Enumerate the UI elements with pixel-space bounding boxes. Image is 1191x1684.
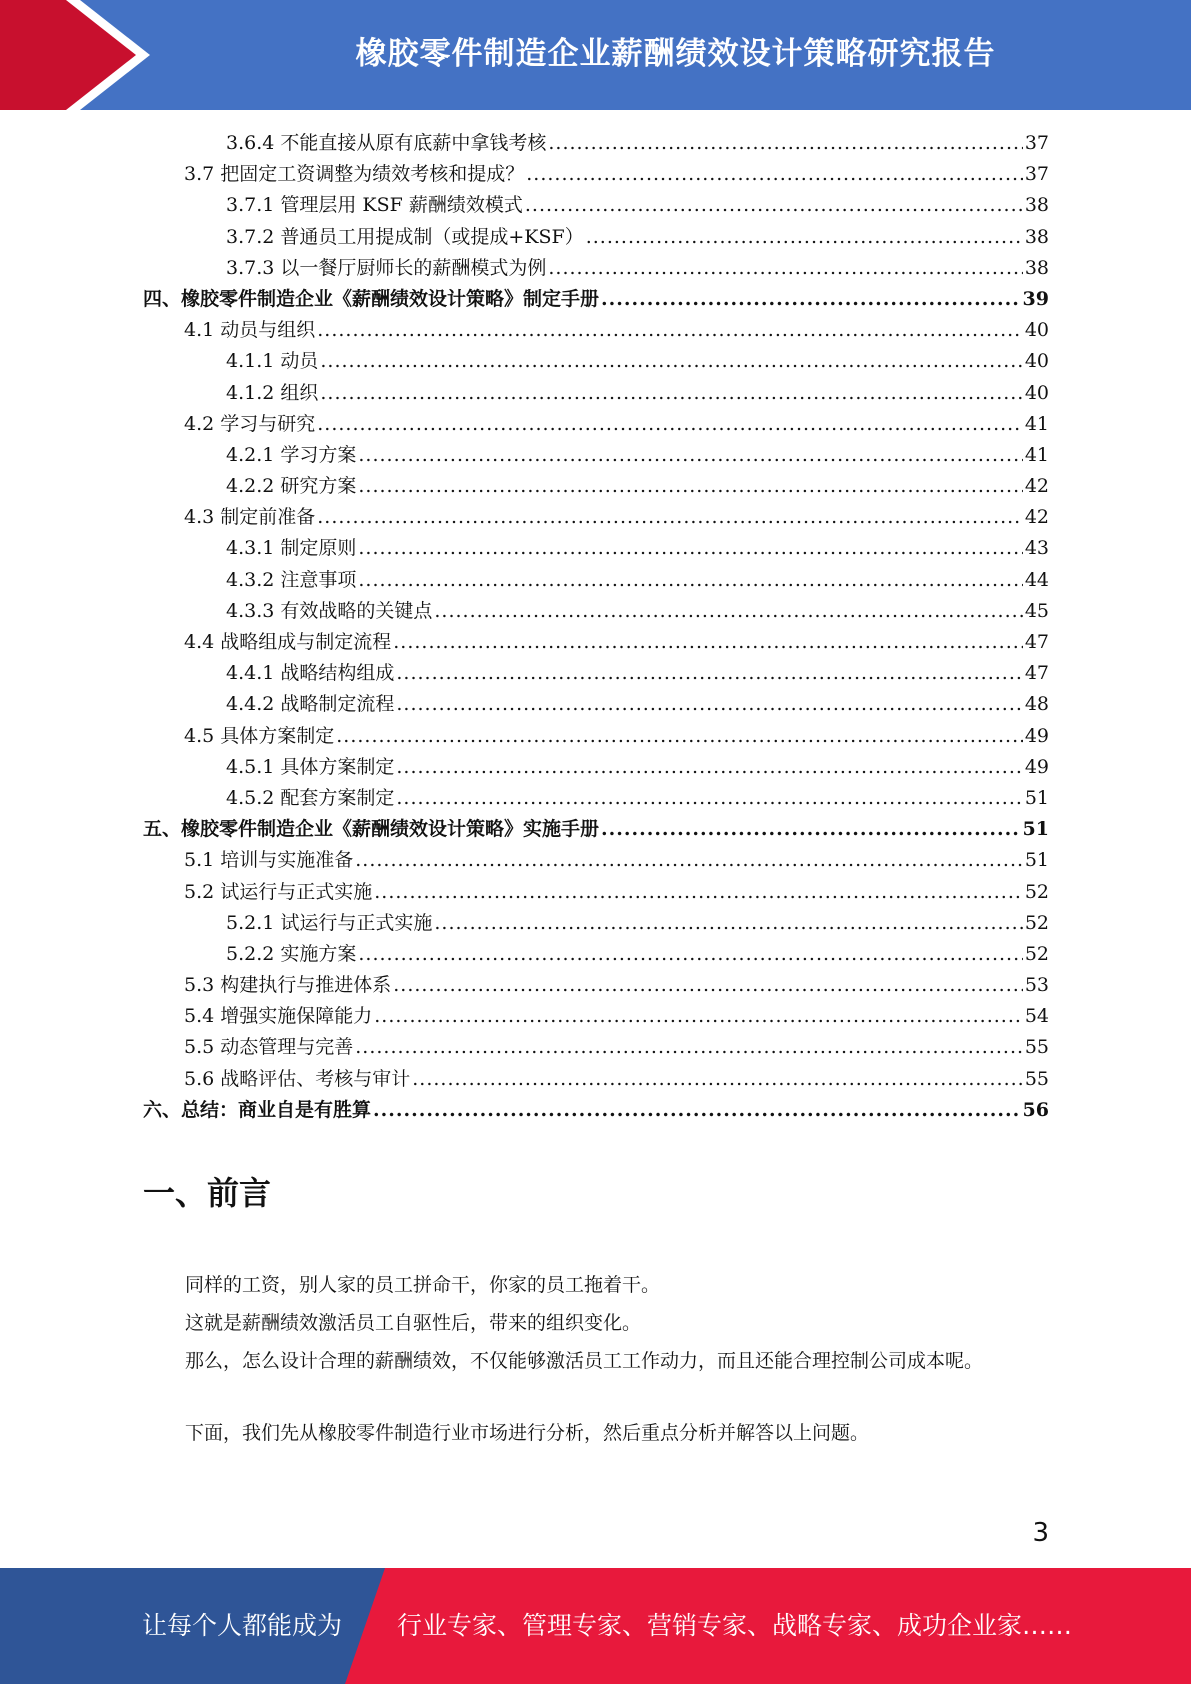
toc-leader-dots — [601, 284, 1021, 315]
paragraph: 这就是薪酬绩效激活员工自驱性后，带来的组织变化。 — [185, 1312, 642, 1334]
toc-entry-label: 4.4 战略组成与制定流程 — [184, 631, 392, 653]
toc-entry[interactable] — [143, 783, 1049, 814]
toc-entry-label: 4.1.2 组织 — [226, 381, 319, 404]
toc-entry-page: 48 — [1024, 693, 1049, 716]
toc-entry-label: 5.2.2 实施方案 — [226, 942, 357, 965]
toc-entry-label: 5.5 动态管理与完善 — [184, 1036, 354, 1059]
toc-leader-dots — [412, 1064, 1023, 1095]
toc-entry-label: 3.6.4 不能直接从原有底薪中拿钱考核 — [226, 132, 547, 154]
toc-entry-page: 52 — [1024, 911, 1049, 934]
toc-entry-label: 3.7.3 以一餐厅厨师长的薪酬模式为例 — [226, 256, 547, 279]
toc-entry-label: 3.7.1 管理层用 KSF 薪酬绩效模式 — [226, 194, 523, 217]
toc-leader-dots — [358, 939, 1022, 970]
page-number: 3 — [1032, 1518, 1049, 1548]
toc-entry[interactable] — [143, 752, 1049, 783]
toc-entry-label: 5.6 战略评估、考核与审计 — [184, 1067, 411, 1090]
toc-leader-dots — [396, 752, 1022, 783]
toc-entry[interactable] — [143, 253, 1049, 284]
toc-leader-dots — [317, 409, 1023, 440]
paragraph: 同样的工资，别人家的员工拼命干，你家的员工拖着干。 — [185, 1274, 661, 1296]
toc-entry-page: 45 — [1024, 599, 1049, 622]
toc-entry-label: 5.2.1 试运行与正式实施 — [226, 911, 433, 934]
toc-leader-dots — [355, 845, 1023, 876]
toc-entry-label: 4.3.2 注意事项 — [226, 568, 357, 591]
section-heading: 一、前言 — [143, 1174, 272, 1212]
toc-entry-label: 5.3 构建执行与推进体系 — [184, 974, 392, 997]
toc-leader-dots — [374, 877, 1023, 908]
toc-leader-dots — [396, 783, 1022, 814]
toc-entry[interactable] — [143, 939, 1049, 970]
paragraph: 那么，怎么设计合理的薪酬绩效，不仅能够激活员工工作动力，而且还能合理控制公司成本呢。 — [185, 1350, 984, 1372]
toc-leader-dots — [317, 502, 1023, 533]
toc-entry-page: 47 — [1024, 631, 1049, 653]
toc-leader-dots — [393, 627, 1023, 658]
paragraph: 下面，我们先从橡胶零件制造行业市场进行分析，然后重点分析并解答以上问题。 — [185, 1422, 870, 1444]
toc-leader-dots — [355, 1032, 1023, 1063]
toc-entry-page: 42 — [1024, 475, 1049, 498]
toc-entry[interactable] — [143, 159, 1049, 190]
toc-entry[interactable] — [143, 658, 1049, 689]
toc-leader-dots — [396, 689, 1022, 720]
toc-entry-label: 4.3.3 有效战略的关键点 — [226, 599, 433, 622]
toc-entry-page: 41 — [1024, 443, 1049, 466]
toc-entry-page: 51 — [1024, 849, 1049, 872]
toc-entry-page: 49 — [1024, 724, 1049, 747]
toc-entry-page: 37 — [1024, 132, 1049, 154]
toc-entry[interactable] — [143, 471, 1049, 502]
footer-slogan-left: 让每个人都能成为 — [142, 1611, 343, 1640]
toc-entry-page: 52 — [1024, 880, 1049, 903]
toc-leader-dots — [434, 596, 1022, 627]
toc-entry[interactable] — [143, 596, 1049, 627]
toc-entry-page: 38 — [1024, 225, 1049, 248]
toc-entry[interactable] — [143, 533, 1049, 564]
toc-entry-page: 55 — [1024, 1036, 1049, 1059]
section-body — [143, 1266, 1049, 1452]
toc-leader-dots — [358, 533, 1022, 564]
toc-leader-dots — [393, 970, 1023, 1001]
toc-entry[interactable] — [143, 409, 1049, 440]
header-title: 橡胶零件制造企业薪酬绩效设计策略研究报告 — [355, 36, 996, 72]
toc-entry[interactable] — [143, 190, 1049, 221]
toc-entry[interactable] — [143, 128, 1049, 159]
page-header — [0, 0, 1191, 110]
toc-leader-dots — [526, 159, 1023, 190]
toc-entry[interactable] — [143, 689, 1049, 720]
toc-leader-dots — [317, 315, 1023, 346]
toc-leader-dots — [374, 1001, 1023, 1032]
toc-entry-page: 49 — [1024, 755, 1049, 778]
toc-entry-page: 56 — [1022, 1098, 1049, 1121]
toc-entry-label: 4.4.1 战略结构组成 — [226, 662, 395, 685]
toc-entry-page: 43 — [1024, 537, 1049, 560]
toc-entry-label: 3.7 把固定工资调整为绩效考核和提成？ — [184, 163, 525, 186]
toc-entry-label: 4.3.1 制定原则 — [226, 537, 357, 560]
toc-leader-dots — [358, 440, 1022, 471]
toc-entry[interactable] — [143, 877, 1049, 908]
toc-entry[interactable] — [143, 222, 1049, 253]
toc-entry[interactable] — [143, 1064, 1049, 1095]
toc-leader-dots — [358, 565, 1022, 596]
toc-entry-label: 4.2.1 学习方案 — [226, 443, 357, 466]
toc-entry-label: 4.2 学习与研究 — [184, 412, 316, 435]
toc-entry[interactable] — [143, 565, 1049, 596]
toc-leader-dots — [320, 378, 1022, 409]
toc-entry-page: 42 — [1024, 506, 1049, 529]
toc-leader-dots — [548, 253, 1022, 284]
toc-entry-page: 53 — [1024, 974, 1049, 997]
toc-entry[interactable] — [143, 502, 1049, 533]
toc-entry[interactable] — [143, 1095, 1049, 1126]
toc-entry[interactable] — [143, 284, 1049, 315]
toc-entry-label: 5.4 增强实施保障能力 — [184, 1005, 373, 1028]
toc-leader-dots — [336, 721, 1023, 752]
toc-leader-dots — [586, 222, 1023, 253]
toc-entry[interactable] — [143, 1032, 1049, 1063]
toc-entry-page: 39 — [1022, 287, 1049, 310]
toc-entry-label: 4.5.1 具体方案制定 — [226, 755, 395, 778]
toc-entry[interactable] — [143, 440, 1049, 471]
toc-entry-label: 4.4.2 战略制定流程 — [226, 693, 395, 716]
toc-entry-label: 5.2 试运行与正式实施 — [184, 880, 373, 903]
toc-entry[interactable] — [143, 721, 1049, 752]
table-of-contents — [143, 128, 1049, 1126]
toc-leader-dots — [548, 128, 1022, 159]
toc-entry-page: 40 — [1024, 350, 1049, 373]
toc-leader-dots — [320, 346, 1022, 377]
toc-entry[interactable] — [143, 908, 1049, 939]
toc-leader-dots — [434, 908, 1022, 939]
toc-entry-page: 37 — [1024, 163, 1049, 186]
toc-entry[interactable] — [143, 378, 1049, 409]
toc-entry-page: 54 — [1024, 1005, 1049, 1028]
toc-entry-page: 44 — [1024, 568, 1049, 591]
toc-entry-label: 4.2.2 研究方案 — [226, 475, 357, 498]
toc-entry-page: 47 — [1024, 662, 1049, 685]
toc-entry[interactable] — [143, 814, 1049, 845]
toc-entry-page: 41 — [1024, 412, 1049, 435]
toc-entry-page: 52 — [1024, 942, 1049, 965]
toc-entry[interactable] — [143, 970, 1049, 1001]
toc-leader-dots — [358, 471, 1022, 502]
toc-entry-label: 五、橡胶零件制造企业《薪酬绩效设计策略》实施手册 — [143, 818, 600, 841]
toc-entry-label: 六、总结：商业自是有胜算 — [143, 1098, 372, 1121]
toc-entry[interactable] — [143, 315, 1049, 346]
toc-entry-label: 4.1 动员与组织 — [184, 319, 316, 342]
toc-entry[interactable] — [143, 845, 1049, 876]
toc-entry-page: 51 — [1022, 818, 1049, 841]
footer-slogan-right: 行业专家、管理专家、营销专家、战略专家、成功企业家…… — [397, 1611, 1073, 1640]
toc-entry-label: 四、橡胶零件制造企业《薪酬绩效设计策略》制定手册 — [143, 287, 600, 310]
toc-entry-label: 4.3 制定前准备 — [184, 506, 316, 529]
toc-entry-page: 51 — [1024, 786, 1049, 809]
toc-entry-label: 5.1 培训与实施准备 — [184, 849, 354, 872]
toc-leader-dots — [373, 1095, 1021, 1126]
toc-leader-dots — [525, 190, 1023, 221]
toc-entry-page: 55 — [1024, 1067, 1049, 1090]
toc-entry[interactable] — [143, 627, 1049, 658]
page-footer — [0, 1568, 1191, 1684]
toc-entry-page: 40 — [1024, 319, 1049, 342]
toc-entry-label: 3.7.2 普通员工用提成制（或提成+KSF） — [226, 225, 584, 248]
toc-entry-label: 4.5.2 配套方案制定 — [226, 786, 395, 809]
toc-entry[interactable] — [143, 346, 1049, 377]
toc-entry-page: 40 — [1024, 381, 1049, 404]
toc-leader-dots — [396, 658, 1022, 689]
toc-leader-dots — [601, 814, 1021, 845]
toc-entry-page: 38 — [1024, 194, 1049, 217]
toc-entry-label: 4.1.1 动员 — [226, 350, 319, 373]
toc-entry-page: 38 — [1024, 256, 1049, 279]
toc-entry[interactable] — [143, 1001, 1049, 1032]
toc-entry-label: 4.5 具体方案制定 — [184, 724, 335, 747]
